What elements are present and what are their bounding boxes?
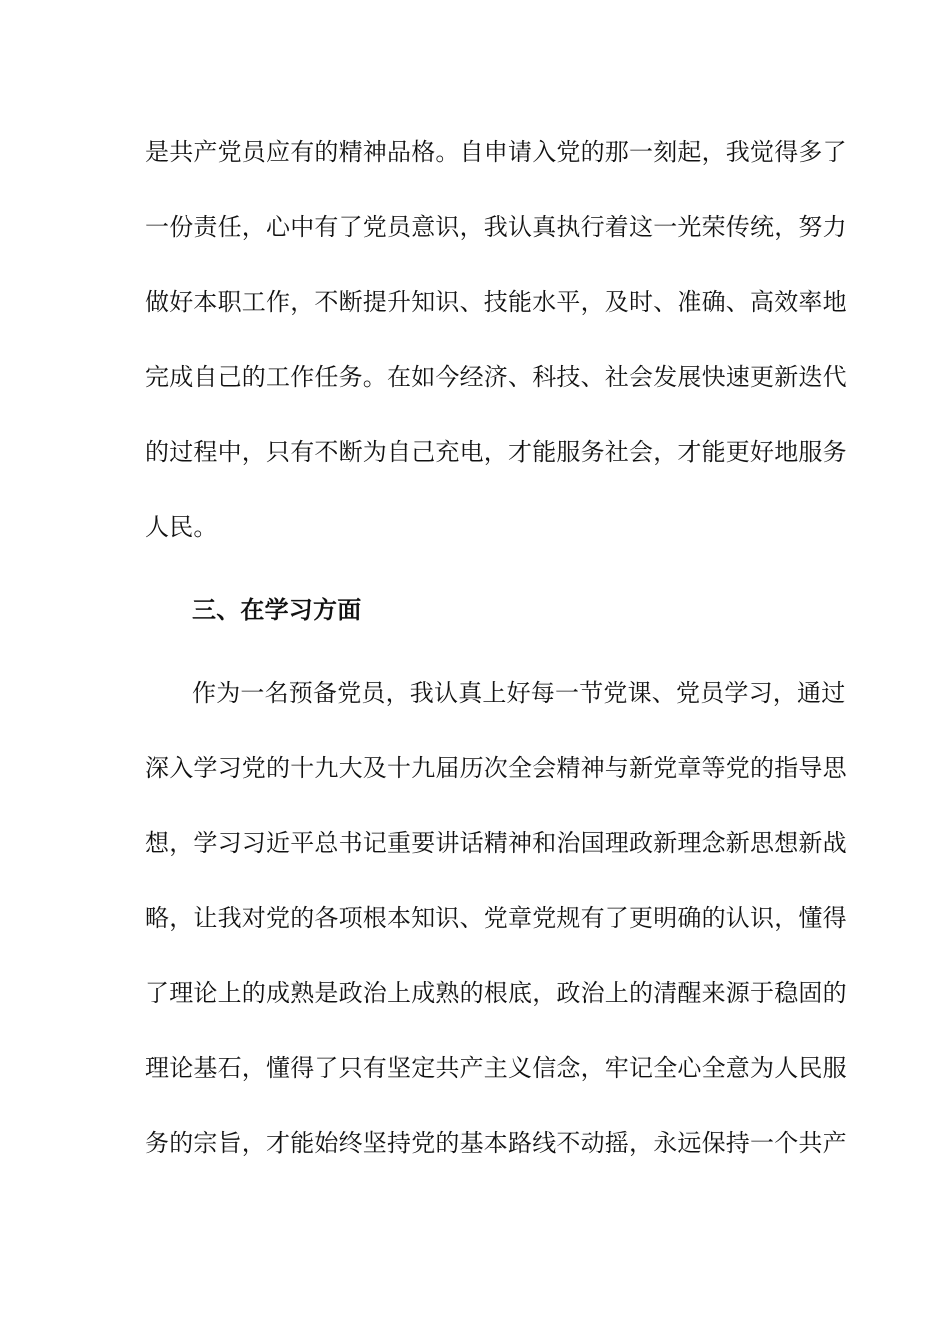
section-heading: 三、在学习方面 [192, 596, 362, 624]
paragraph-line: 务的宗旨，才能始终坚持党的基本路线不动摇，永远保持一个共产 [145, 1129, 847, 1157]
paragraph-line: 一份责任，心中有了党员意识，我认真执行着这一光荣传统，努力 [145, 213, 847, 241]
paragraph-line: 人民。 [145, 513, 218, 541]
paragraph-line: 的过程中，只有不断为自己充电，才能服务社会，才能更好地服务 [145, 438, 847, 466]
paragraph-line: 深入学习党的十九大及十九届历次全会精神与新党章等党的指导思 [145, 754, 847, 782]
paragraph-line: 理论基石，懂得了只有坚定共产主义信念，牢记全心全意为人民服 [145, 1054, 847, 1082]
paragraph-line: 是共产党员应有的精神品格。自申请入党的那一刻起，我觉得多了 [145, 138, 847, 166]
paragraph-line: 想，学习习近平总书记重要讲话精神和治国理政新理念新思想新战 [145, 829, 847, 857]
paragraph-line: 完成自己的工作任务。在如今经济、科技、社会发展快速更新迭代 [145, 363, 847, 391]
paragraph-line: 了理论上的成熟是政治上成熟的根底，政治上的清醒来源于稳固的 [145, 979, 847, 1007]
paragraph-line: 做好本职工作，不断提升知识、技能水平，及时、准确、高效率地 [145, 288, 847, 316]
paragraph-line: 略，让我对党的各项根本知识、党章党规有了更明确的认识，懂得 [145, 904, 847, 932]
paragraph-line: 作为一名预备党员，我认真上好每一节党课、党员学习，通过 [192, 679, 846, 707]
